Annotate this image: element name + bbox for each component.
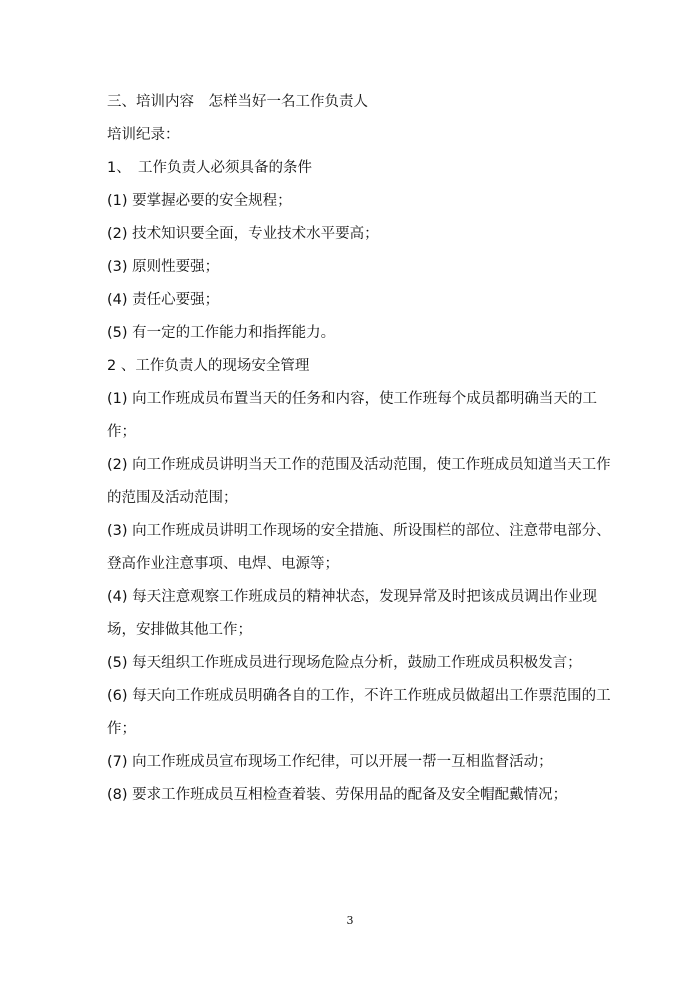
list-item: (4) 每天注意观察工作班成员的精神状态，发现异常及时把该成员调出作业现 <box>107 589 597 605</box>
list-item-continuation: 场，安排做其他工作； <box>107 622 252 638</box>
list-item: (5) 每天组织工作班成员进行现场危险点分析，鼓励工作班成员积极发言； <box>107 655 582 671</box>
subheading-site-management: 2 、工作负责人的现场安全管理 <box>107 358 310 374</box>
list-item-continuation: 作； <box>107 424 136 440</box>
list-item: (3) 原则性要强； <box>107 259 220 275</box>
list-item: (1) 要掌握必要的安全规程； <box>107 193 292 209</box>
subheading-conditions: 1、 工作负责人必须具备的条件 <box>107 160 312 176</box>
list-item-continuation: 登高作业注意事项、电焊、电源等； <box>107 556 339 572</box>
list-item: (7) 向工作班成员宣布现场工作纪律，可以开展一帮一互相监督活动； <box>107 754 553 770</box>
list-item-continuation: 作； <box>107 721 136 737</box>
list-item-continuation: 的范围及活动范围； <box>107 490 238 506</box>
list-item: (5) 有一定的工作能力和指挥能力。 <box>107 325 336 341</box>
list-item: (8) 要求工作班成员互相检查着装、劳保用品的配备及安全帽配戴情况； <box>107 787 568 803</box>
section-heading: 三、培训内容 怎样当好一名工作负责人 <box>107 94 368 110</box>
list-item: (1) 向工作班成员布置当天的任务和内容，使工作班每个成员都明确当天的工 <box>107 391 597 407</box>
page-number: 3 <box>346 914 354 927</box>
list-item: (4) 责任心要强； <box>107 292 220 308</box>
list-item: (2) 向工作班成员讲明当天工作的范围及活动范围，使工作班成员知道当天工作 <box>107 457 611 473</box>
list-item: (2) 技术知识要全面，专业技术水平要高； <box>107 226 379 242</box>
list-item: (3) 向工作班成员讲明工作现场的安全措施、所设围栏的部位、注意带电部分、 <box>107 523 611 539</box>
document-body <box>107 86 611 812</box>
list-item: (6) 每天向工作班成员明确各自的工作，不许工作班成员做超出工作票范围的工 <box>107 688 611 704</box>
record-label: 培训纪录： <box>107 127 180 143</box>
